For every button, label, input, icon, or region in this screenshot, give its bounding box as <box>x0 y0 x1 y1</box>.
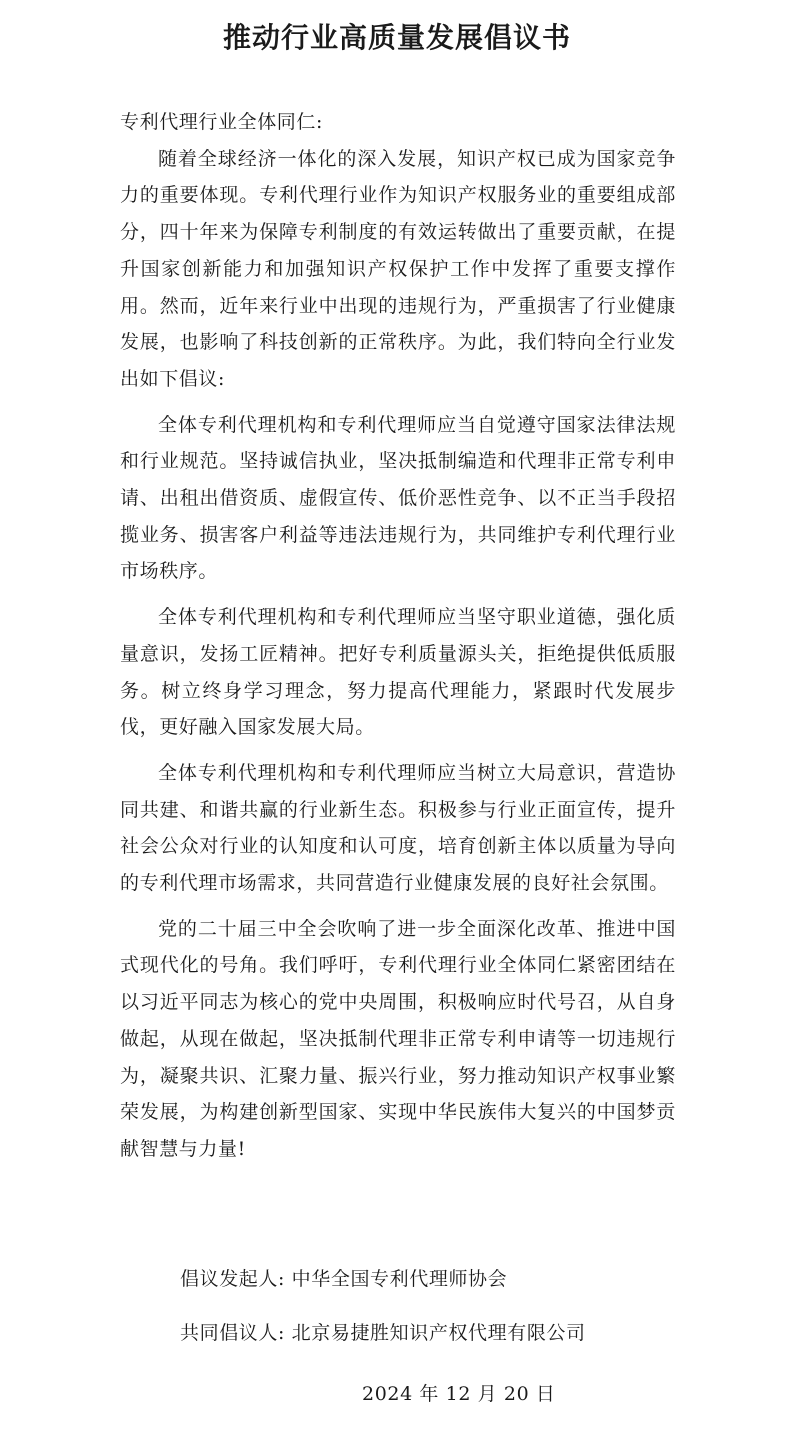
initiator-line: 倡议发起人: 中华全国专利代理师协会 <box>180 1268 508 1290</box>
greeting: 专利代理行业全体同仁: <box>120 111 324 133</box>
paragraph-ecosystem: 全体专利代理机构和专利代理师应当树立大局意识，营造协同共建、和谐共赢的行业新生态。积极参与行业正面宣传，提升社会公众对行业的认知度和认可度，培育创新主体以质量为导向的专利代理市场需求，共同营造行业健康发展的良好社会氛围。 <box>120 761 676 895</box>
document-body <box>120 104 676 1177</box>
document-title: 推动行业高质量发展倡议书 <box>222 21 571 54</box>
paragraph-ethics: 全体专利代理机构和专利代理师应当坚守职业道德，强化质量意识，发扬工匠精神。把好专利质量源头关，拒绝提供低质服务。树立终身学习理念，努力提高代理能力，紧跟时代发展步伐，更好融入国家发展大局。 <box>120 606 676 739</box>
paragraph-call-to-action: 党的二十届三中全会吹响了进一步全面深化改革、推进中国式现代化的号角。我们呼吁，专利代理行业全体同仁紧密团结在以习近平同志为核心的党中央周围，积极响应时代号召，从自身做起，从现在做起，坚决抵制代理非正常专利申请等一切违规行为，凝聚共识、汇聚力量、振兴行业，努力推动知识产权事业繁荣发展，为构建创新型国家、实现中华民族伟大复兴的中国梦贡献智慧与力量! <box>120 917 676 1160</box>
paragraph-compliance: 全体专利代理机构和专利代理师应当自觉遵守国家法律法规和行业规范。坚持诚信执业，坚决抵制编造和代理非正常专利申请、出租出借资质、虚假宣传、低价恶性竞争、以不正当手段招揽业务、损害客户利益等违法违规行为，共同维护专利代理行业市场秩序。 <box>120 413 676 583</box>
co-initiator-line: 共同倡议人: 北京易捷胜知识产权代理有限公司 <box>180 1322 586 1344</box>
paragraph-intro: 随着全球经济一体化的深入发展，知识产权已成为国家竞争力的重要体现。专利代理行业作为知识产权服务业的重要组成部分，四十年来为保障专利制度的有效运转做出了重要贡献，在提升国家创新能力和加强知识产权保护工作中发挥了重要支撑作用。然而，近年来行业中出现的违规行为，严重损害了行业健康发展，也影响了科技创新的正常秩序。为此，我们特向全行业发出如下倡议: <box>120 147 676 390</box>
document-date: 2024 年 12 月 20 日 <box>362 1383 556 1405</box>
